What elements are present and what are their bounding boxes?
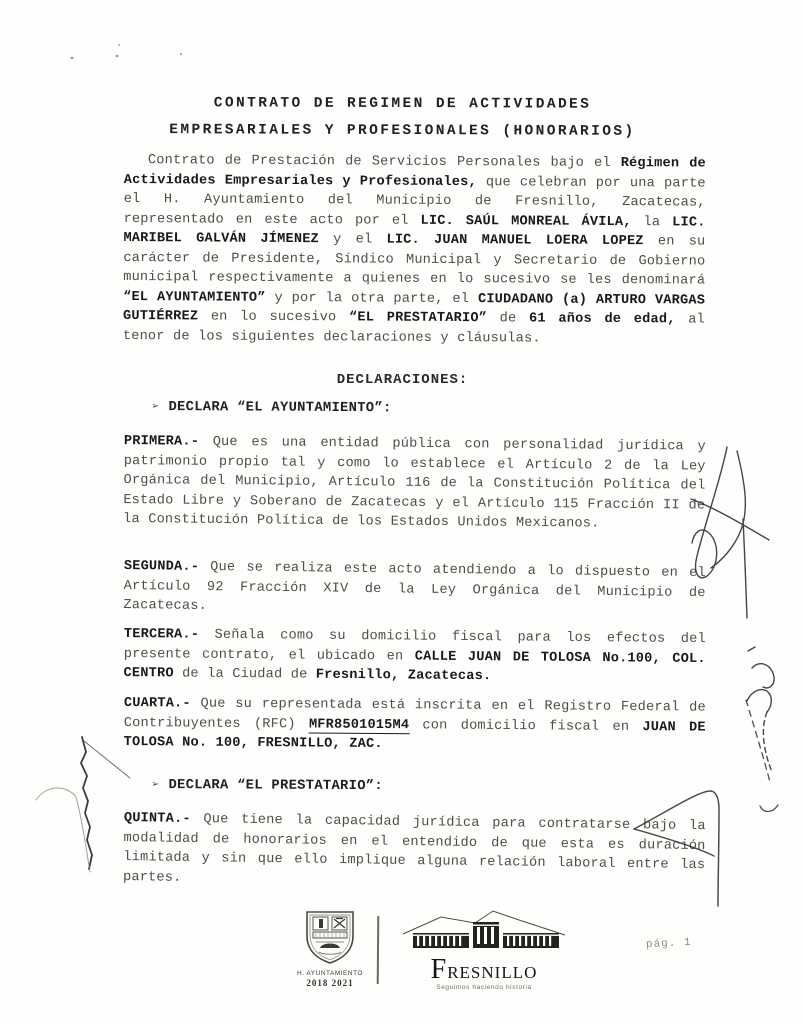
- declara-ayuntamiento-heading: [152, 398, 392, 418]
- fresnillo-logo-block: [394, 908, 574, 992]
- municipal-crest-icon: [302, 908, 358, 964]
- paragraph-quinta: QUINTA.- Que tiene la capacidad jurídica para contratarse bajo la modalidad de honorarios en el entendido de que esta es duración limitada y sin que ello implique alguna relación laboral entre las partes.: [122, 810, 706, 886]
- document-title: [0, 90, 805, 147]
- paragraph-intro: Contrato de Prestación de Servicios Personales bajo el Régimen de Actividades Empresariales y Profesionales, que celebran por una parte el H. Ayuntamiento del Municipio de Fresnillo, Zacatecas, representado en este acto por el LIC. SAÚL MONREAL ÁVILA, la LIC. MARIBEL GALVÁN JÍMENEZ y el LIC. JUAN MANUEL LOERA LOPEZ en su carácter de Presidente, Síndico Municipal y Secretario de Gobierno municipal respectivamente a quienes en lo sucesivo se les denominará “EL AYUNTAMIENTO” y por la otra parte, el CIUDADANO (a) ARTURO VARGAS GUTIÉRREZ en lo sucesivo “EL PRESTATARIO” de 61 años de edad, al tenor de los siguientes declaraciones y cláusulas.: [122, 153, 706, 347]
- crest-years: 2018 2021: [306, 978, 354, 988]
- document-title-line2: EMPRESARIALES Y PROFESIONALES (HONORARIOS): [169, 122, 636, 140]
- municipal-crest-block: [292, 908, 368, 988]
- paragraph-tercera: TERCERA.- Señala como su domicilio fiscal para los efectos del presente contrato, el ubicado en CALLE JUAN DE TOLOSA No.100, COL. CENTRO de la Ciudad de Fresnillo, Zacatecas.: [123, 626, 706, 685]
- fresnillo-monument-icon: [401, 908, 567, 952]
- fresnillo-wordmark: Fresnillo: [430, 954, 538, 985]
- arrow-bullet-icon: ➢: [151, 778, 160, 793]
- margin-pen-mark: [36, 737, 130, 872]
- crest-caption: H. AYUNTAMIENTO: [296, 970, 363, 977]
- page-number: pág. 1: [645, 936, 692, 952]
- document-title-line1: CONTRATO DE REGIMEN DE ACTIVIDADES: [213, 95, 592, 113]
- paragraph-segunda: SEGUNDA.- Que se realiza este acto atendiendo a lo dispuesto en el Artículo 92 Fracción XIV de la Ley Orgánica del Municipio de Zacatecas.: [123, 558, 706, 615]
- arrow-bullet-icon: ➢: [151, 399, 160, 415]
- declara-prestatario-heading: [152, 776, 383, 796]
- declara-prestatario-label: DECLARA “EL PRESTATARIO”:: [168, 778, 384, 795]
- paragraph-cuarta: CUARTA.- Que su representada está inscrita en el Registro Federal de Contribuyentes (RFC) MFR8501015M4 con domicilio fiscal en JUAN DE TOLOSA No. 100, FRESNILLO, ZAC.: [123, 695, 706, 753]
- fresnillo-tagline: Seguimos haciendo historia: [436, 984, 532, 991]
- ink-dots: [71, 44, 182, 59]
- footer-divider: [377, 916, 380, 984]
- declara-ayuntamiento-label: DECLARA “EL AYUNTAMIENTO”:: [168, 400, 392, 417]
- declaraciones-heading: DECLARACIONES:: [336, 372, 469, 388]
- paragraph-primera: PRIMERA.- Que es una entidad pública con personalidad jurídica y patrimonio propio tal y como lo establece el Artículo 2 de la Ley Orgánica del Municipio, Artículo 116 de la Constitución Política del Estado Libre y Soberano de Zacatecas y el Artículo 115 Fracción II de la Constitución Política de los Estados Unidos Mexicanos.: [123, 433, 706, 532]
